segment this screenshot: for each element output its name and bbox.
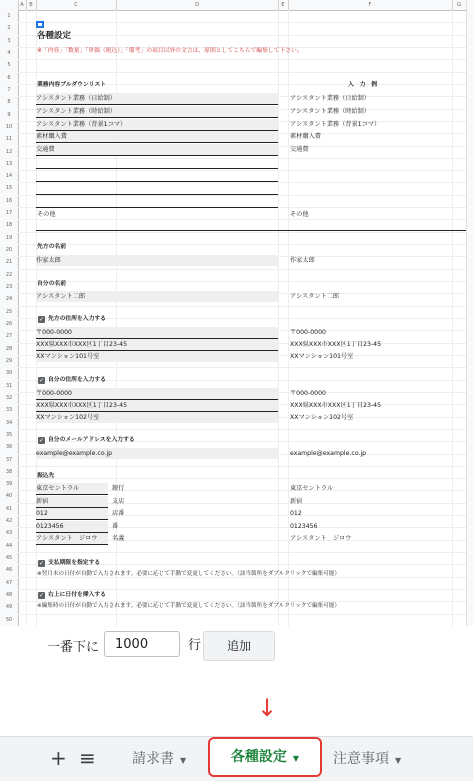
- row-header[interactable]: 13: [5, 160, 13, 167]
- grid-line: [18, 367, 466, 368]
- service-item[interactable]: アシスタント業務（時給制）: [36, 106, 278, 118]
- checkbox-email[interactable]: ✓: [38, 437, 45, 444]
- column-header[interactable]: G: [452, 0, 466, 10]
- row-header[interactable]: 10: [5, 123, 13, 130]
- tab-settings[interactable]: [208, 737, 322, 777]
- row-header[interactable]: 15: [5, 185, 13, 192]
- row-header[interactable]: 27: [5, 333, 13, 340]
- page-title: 各種設定: [37, 31, 72, 41]
- client-name-field[interactable]: 作家太郎: [36, 255, 278, 266]
- self-address-line[interactable]: XXマンション102号室: [36, 412, 278, 423]
- row-header[interactable]: 8: [7, 99, 11, 106]
- self-address-line[interactable]: 〒000-0000: [36, 388, 278, 400]
- service-example: 交通費: [290, 146, 309, 153]
- service-item[interactable]: 交通費: [36, 144, 278, 156]
- row-header[interactable]: 12: [5, 148, 13, 155]
- add-sheet-icon[interactable]: +: [50, 746, 67, 770]
- client-address-line[interactable]: XXX県XXX市XXX区1丁目23-45: [36, 339, 278, 351]
- row-header[interactable]: 41: [5, 505, 13, 512]
- service-item[interactable]: 素材購入費: [36, 131, 278, 143]
- row-header[interactable]: 20: [5, 247, 13, 254]
- row-header[interactable]: 39: [5, 481, 13, 488]
- service-example: アシスタント業務（背景1コマ）: [290, 121, 381, 128]
- due-date-note: ※翌月末の日付が自動で入力されます。必要に応じて手動で変更してください。（該当箇所をダブルクリックで編集可能）: [37, 571, 340, 577]
- row-header[interactable]: 28: [5, 345, 13, 352]
- tab-invoice[interactable]: [132, 737, 186, 781]
- email-label: 自分のメールアドレスを入力する: [48, 437, 135, 443]
- service-example-other: その他: [290, 211, 309, 218]
- self-address-label: 自分の住所を入力する: [48, 377, 106, 383]
- client-name-example: 作家太郎: [290, 257, 315, 264]
- grid-line: [18, 281, 466, 282]
- selected-cell[interactable]: [36, 21, 44, 28]
- chevron-down-icon: ▼: [395, 756, 402, 765]
- row-header[interactable]: 47: [5, 579, 13, 586]
- row-header[interactable]: 34: [5, 419, 13, 426]
- column-header[interactable]: C: [36, 0, 117, 10]
- grid-line: [18, 72, 466, 73]
- tab-label: 各種設定: [230, 749, 287, 765]
- row-header[interactable]: 43: [5, 530, 13, 537]
- chevron-down-icon: ▼: [292, 754, 300, 763]
- grid-line: [18, 35, 466, 36]
- row-header[interactable]: 32: [5, 394, 13, 401]
- client-address-example: 〒000-0000: [290, 329, 326, 336]
- add-rows-prefix: 一番下に: [47, 640, 100, 655]
- row-header[interactable]: 11: [5, 136, 13, 143]
- add-rows-count-input[interactable]: 1000: [104, 631, 180, 657]
- insert-date-label: 右上に日付を挿入する: [48, 592, 106, 598]
- checkbox-self-address[interactable]: ✓: [38, 377, 45, 384]
- row-header[interactable]: 4: [7, 49, 11, 56]
- column-header-bar: [0, 0, 466, 11]
- column-header[interactable]: D: [116, 0, 279, 10]
- row-header[interactable]: 18: [5, 222, 13, 229]
- service-item-other[interactable]: その他: [37, 211, 56, 218]
- row-header[interactable]: 3: [7, 37, 11, 44]
- tab-label: 請求書: [132, 751, 174, 767]
- grid-line: [18, 429, 466, 430]
- bank-heading: 振込先: [37, 473, 55, 479]
- client-address-example: XXX県XXX市XXX区1丁目23-45: [290, 341, 382, 348]
- row-header[interactable]: 48: [5, 592, 13, 599]
- insert-date-note: ※編集時の日付が自動で入力されます。必要に応じて手動で変更してください。（該当箇所をダブルクリックで編集可能）: [37, 603, 340, 609]
- client-address-label: 先方の住所を入力する: [48, 316, 106, 322]
- row-header[interactable]: 36: [5, 444, 13, 451]
- example-heading: 入 力 例: [348, 82, 377, 88]
- grid-line: [18, 244, 466, 245]
- tab-notes[interactable]: [333, 737, 401, 781]
- row-header[interactable]: 1: [7, 13, 11, 19]
- service-item[interactable]: アシスタント業務（日給制）: [36, 93, 278, 105]
- row-header[interactable]: 37: [5, 456, 13, 463]
- add-rows-button[interactable]: 追加: [203, 631, 275, 661]
- row-header[interactable]: 29: [5, 357, 13, 364]
- notice-text: ※「内容」「数量」「単価（税込）」「備考」の項目以外の文言は、原則としてこちらで編集して下さい。: [37, 48, 303, 54]
- row-header[interactable]: 19: [5, 234, 13, 241]
- row-header[interactable]: 25: [5, 308, 13, 315]
- grid-line: [18, 22, 466, 23]
- row-header[interactable]: 50: [5, 616, 13, 623]
- row-header[interactable]: 46: [5, 567, 13, 574]
- row-header[interactable]: 5: [7, 62, 11, 69]
- self-address-example: 〒000-0000: [290, 390, 326, 397]
- grid-line: [18, 219, 466, 220]
- vertical-scrollbar[interactable]: [466, 0, 473, 626]
- row-header[interactable]: 24: [5, 296, 13, 303]
- self-address-line[interactable]: XXX県XXX市XXX区1丁目23-45: [36, 400, 278, 412]
- service-list-heading: 業務内容プルダウンリスト: [37, 82, 106, 88]
- client-address-line[interactable]: XXマンション101号室: [36, 351, 278, 362]
- row-header[interactable]: 35: [5, 431, 13, 438]
- bank-field[interactable]: 東京セントラル: [36, 483, 108, 495]
- add-rows-suffix: 行: [188, 638, 202, 653]
- grid-line: [18, 232, 466, 233]
- row-header[interactable]: 33: [5, 407, 13, 414]
- row-header[interactable]: 23: [5, 284, 13, 291]
- grid-line: [18, 306, 466, 307]
- due-date-label: 支払期限を指定する: [48, 560, 101, 566]
- row-header[interactable]: 22: [5, 271, 13, 278]
- chevron-down-icon: ▼: [180, 756, 187, 765]
- sheet-tab-bar: [0, 736, 473, 781]
- grid-line: [18, 59, 466, 60]
- tab-label: 注意事項: [333, 751, 389, 767]
- service-item-empty[interactable]: [36, 170, 278, 182]
- row-header[interactable]: 49: [5, 604, 13, 611]
- grid-line: [18, 269, 466, 270]
- row-header[interactable]: 45: [5, 555, 13, 562]
- service-item[interactable]: アシスタント業務（背景1コマ）: [36, 119, 278, 131]
- row-header[interactable]: 30: [5, 370, 13, 377]
- grid-line: [18, 552, 466, 553]
- self-name-example: アシスタント二郎: [290, 293, 340, 300]
- bank-field-label: 名義: [112, 535, 125, 542]
- column-header[interactable]: A: [18, 0, 27, 10]
- client-name-heading: 先方の名前: [37, 244, 66, 250]
- bank-field-label: 支店: [112, 498, 125, 505]
- service-item-empty[interactable]: [36, 157, 278, 169]
- bank-field-label: 銀行: [112, 485, 125, 492]
- service-example: アシスタント業務（時給制）: [290, 108, 371, 115]
- bank-example: 新宿: [290, 498, 303, 505]
- row-header-bar: [0, 10, 19, 626]
- service-item-empty[interactable]: [36, 196, 278, 208]
- red-arrow-down-icon: ↓: [257, 694, 278, 722]
- service-example: アシスタント業務（日給制）: [290, 95, 371, 102]
- column-header[interactable]: F: [288, 0, 453, 10]
- column-header[interactable]: E: [278, 0, 289, 10]
- row-header[interactable]: 2: [7, 25, 11, 32]
- row-header[interactable]: 21: [5, 259, 13, 266]
- bank-field[interactable]: 012: [36, 508, 108, 520]
- row-header[interactable]: 38: [5, 468, 13, 475]
- row-header[interactable]: 31: [5, 382, 13, 389]
- bank-example: 東京セントラル: [290, 485, 334, 492]
- grid-line: [18, 478, 466, 479]
- bank-field-label: 番: [112, 523, 119, 530]
- bank-field[interactable]: 新宿: [36, 496, 108, 508]
- self-name-heading: 自分の名前: [37, 281, 66, 287]
- row-header[interactable]: 42: [5, 518, 13, 525]
- client-address-line[interactable]: 〒000-0000: [36, 327, 278, 339]
- self-name-field[interactable]: アシスタント二郎: [36, 291, 278, 302]
- self-address-example: XXマンション102号室: [290, 414, 354, 421]
- row-header[interactable]: 9: [7, 111, 11, 118]
- row-header[interactable]: 14: [5, 173, 13, 180]
- all-sheets-list-icon[interactable]: ≡: [79, 746, 96, 770]
- bank-field[interactable]: 0123456: [36, 521, 108, 533]
- bank-example: アシスタント ジロウ: [290, 535, 352, 542]
- row-header[interactable]: 6: [7, 74, 11, 81]
- row-header[interactable]: 17: [5, 210, 13, 217]
- email-example: example@example.co.jp: [290, 450, 367, 457]
- email-field[interactable]: example@example.co.jp: [36, 448, 278, 459]
- row-header[interactable]: 26: [5, 321, 13, 327]
- bank-field-label: 店番: [112, 510, 125, 517]
- self-address-example: XXX県XXX市XXX区1丁目23-45: [290, 402, 382, 409]
- section-divider: [36, 230, 466, 231]
- bank-example: 0123456: [290, 523, 318, 530]
- grid-line: [18, 614, 466, 615]
- service-item-empty[interactable]: [36, 183, 278, 195]
- row-header[interactable]: 16: [5, 197, 13, 204]
- row-header[interactable]: 44: [5, 542, 13, 549]
- bank-example: 012: [290, 510, 302, 517]
- checkbox-client-address[interactable]: ✓: [38, 316, 45, 323]
- client-address-example: XXマンション101号室: [290, 353, 354, 360]
- column-header[interactable]: B: [26, 0, 37, 10]
- service-example: 素材購入費: [290, 133, 321, 140]
- grid-line: [18, 466, 466, 467]
- checkbox-due-date[interactable]: ✓: [38, 560, 45, 567]
- checkbox-insert-date[interactable]: ✓: [38, 592, 45, 599]
- row-header[interactable]: 7: [7, 86, 11, 93]
- bank-field[interactable]: アシスタント ジロウ: [36, 533, 108, 545]
- row-header[interactable]: 40: [5, 493, 13, 500]
